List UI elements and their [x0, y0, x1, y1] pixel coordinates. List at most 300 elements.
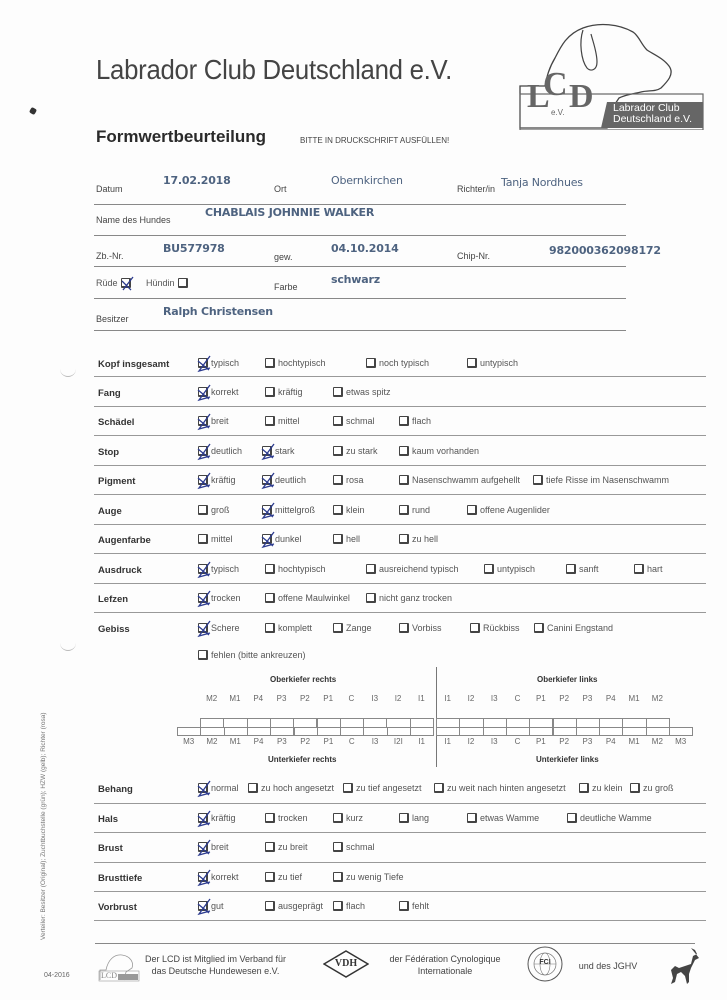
logo-c: C	[543, 66, 568, 103]
option-brusttiefe[interactable]	[198, 872, 239, 882]
punch-mark	[60, 368, 76, 377]
option-auge[interactable]	[262, 505, 315, 515]
option-label: zu hoch angesetzt	[261, 783, 335, 793]
option-label: untypisch	[497, 564, 536, 574]
checkbox[interactable]	[333, 901, 343, 911]
option-label: groß	[211, 505, 230, 515]
option-label: offene Maulwinkel	[278, 593, 350, 603]
checkbox[interactable]	[198, 534, 208, 544]
option-kopf-insgesamt[interactable]	[265, 358, 326, 368]
option-label: normal	[211, 783, 239, 793]
farbe-label: Farbe	[274, 282, 298, 292]
checkbox[interactable]	[333, 842, 343, 852]
option-stop[interactable]	[198, 446, 242, 456]
option-label: dunkel	[275, 534, 302, 544]
checkbox[interactable]	[333, 446, 343, 456]
tooth-cell-lower[interactable]	[669, 727, 693, 736]
form-version: 04-2016	[44, 972, 70, 979]
option-auge[interactable]	[333, 505, 365, 515]
checkbox[interactable]	[366, 593, 376, 603]
checkbox[interactable]	[198, 901, 208, 911]
checkmark-icon	[260, 443, 277, 461]
option-gebiss[interactable]	[265, 623, 312, 633]
punch-mark	[60, 642, 76, 651]
logo-text-line1: Labrador Club	[613, 102, 680, 114]
tooth-cell-lower[interactable]	[506, 727, 530, 736]
divider	[94, 583, 706, 584]
option-behang[interactable]	[343, 783, 422, 793]
tooth-label-upper: M1	[628, 694, 640, 703]
checkbox[interactable]	[262, 534, 272, 544]
tooth-label-upper: P2	[299, 694, 310, 703]
checkmark-icon	[196, 898, 213, 916]
name-label: Name des Hundes	[96, 215, 171, 225]
tooth-cell-lower[interactable]	[317, 727, 341, 736]
option-augenfarbe[interactable]	[333, 534, 360, 544]
tooth-label-upper: I1	[444, 694, 451, 703]
checkbox[interactable]	[198, 564, 208, 574]
option-pigment[interactable]	[533, 475, 669, 485]
checkbox[interactable]	[198, 387, 208, 397]
checkbox[interactable]	[265, 593, 275, 603]
option-auge[interactable]	[399, 505, 430, 515]
option-label: sanft	[579, 564, 599, 574]
option-label: flach	[346, 901, 366, 911]
option-gebiss[interactable]	[198, 623, 240, 633]
option-kopf-insgesamt[interactable]	[198, 358, 239, 368]
fci-text-line2: Internationale	[417, 966, 473, 976]
option-label: klein	[346, 505, 365, 515]
option-label: etwas spitz	[346, 387, 391, 397]
option-label: stark	[275, 446, 295, 456]
tooth-cell-lower[interactable]	[270, 727, 294, 736]
checkbox[interactable]	[333, 534, 343, 544]
checkbox[interactable]	[399, 475, 409, 485]
checkmark-icon	[260, 531, 277, 549]
checkbox[interactable]	[265, 416, 275, 426]
option-schädel[interactable]	[399, 416, 431, 426]
checkbox[interactable]	[567, 813, 577, 823]
option-label: rund	[412, 505, 431, 515]
option-label: kräftig	[211, 475, 236, 485]
name-field[interactable]: CHABLAIS JOHNNIE WALKER	[205, 206, 375, 219]
checkmark-icon	[260, 472, 277, 490]
tooth-cell-lower[interactable]	[459, 727, 483, 736]
checkbox[interactable]	[467, 813, 477, 823]
tooth-label-lower: P4	[253, 737, 264, 746]
option-stop[interactable]	[399, 446, 479, 456]
zbnr-field[interactable]: BU577978	[163, 242, 225, 255]
checkbox[interactable]	[198, 650, 208, 660]
checkbox[interactable]	[265, 387, 275, 397]
gew-label: gew.	[274, 252, 293, 262]
checkbox[interactable]	[262, 475, 272, 485]
checkbox[interactable]	[198, 593, 208, 603]
tooth-cell-lower[interactable]	[622, 727, 646, 736]
huendin-checkbox[interactable]	[178, 278, 188, 288]
option-hals[interactable]	[399, 813, 429, 823]
checkmark-icon	[196, 590, 213, 608]
tooth-cell-lower[interactable]	[553, 727, 577, 736]
option-label: deutlich	[275, 475, 307, 485]
ruede-option[interactable]	[96, 278, 134, 288]
checkbox[interactable]	[333, 813, 343, 823]
option-label: ausgeprägt	[278, 901, 324, 911]
option-hals[interactable]	[567, 813, 652, 823]
divider	[94, 920, 706, 921]
option-hals[interactable]	[198, 813, 236, 823]
tooth-cell-lower[interactable]	[224, 727, 248, 736]
tooth-label-lower: C	[514, 737, 521, 746]
logo-d: D	[569, 78, 594, 115]
option-augenfarbe[interactable]	[262, 534, 302, 544]
checkbox[interactable]	[467, 358, 477, 368]
option-brusttiefe[interactable]	[333, 872, 404, 882]
option-vorbrust[interactable]	[265, 901, 323, 911]
checkbox[interactable]	[333, 623, 343, 633]
checkbox[interactable]	[198, 813, 208, 823]
checkbox[interactable]	[265, 872, 275, 882]
option-ausdruck[interactable]	[198, 564, 239, 574]
tooth-label-lower: M2	[206, 737, 218, 746]
checkmark-icon	[260, 502, 277, 520]
option-label: untypisch	[480, 358, 519, 368]
option-label: typisch	[211, 358, 240, 368]
checkbox[interactable]	[533, 475, 543, 485]
option-schädel[interactable]	[333, 416, 375, 426]
jaw-midline	[436, 667, 437, 767]
tooth-cell-lower[interactable]	[483, 727, 507, 736]
tooth-cell-lower[interactable]	[247, 727, 271, 736]
tooth-label-upper: P3	[276, 694, 287, 703]
checkbox[interactable]	[343, 783, 353, 793]
option-label: kräftig	[211, 813, 236, 823]
checkbox[interactable]	[634, 564, 644, 574]
tooth-label-lower: M1	[229, 737, 241, 746]
tooth-label-lower: I2I	[393, 737, 403, 746]
checkbox[interactable]	[399, 505, 409, 515]
checkbox[interactable]	[366, 358, 376, 368]
divider	[94, 266, 626, 267]
checkmark-icon	[196, 869, 213, 887]
option-fang[interactable]	[265, 387, 303, 397]
option-label: zu tief angesetzt	[356, 783, 422, 793]
tooth-label-lower: P2	[559, 737, 570, 746]
option-label: rosa	[346, 475, 364, 485]
checkbox[interactable]	[366, 564, 376, 574]
checkbox[interactable]	[265, 358, 275, 368]
tooth-label-upper: M2	[206, 694, 218, 703]
tooth-label-upper: P1	[323, 694, 334, 703]
option-label: etwas Wamme	[480, 813, 540, 823]
divider	[94, 862, 706, 863]
option-gebiss[interactable]	[534, 623, 613, 633]
option-vorbrust[interactable]	[399, 901, 429, 911]
option-label: zu stark	[346, 446, 378, 456]
checkbox[interactable]	[470, 623, 480, 633]
option-label: fehlt	[412, 901, 430, 911]
tooth-cell-lower[interactable]	[599, 727, 623, 736]
tooth-cell-lower[interactable]	[363, 727, 387, 736]
checkbox[interactable]	[198, 623, 208, 633]
option-hals[interactable]	[265, 813, 308, 823]
tooth-cell-lower[interactable]	[387, 727, 411, 736]
divider	[94, 832, 706, 833]
option-ausdruck[interactable]	[484, 564, 535, 574]
option-kopf-insgesamt[interactable]	[467, 358, 518, 368]
chip-field[interactable]: 982000362098172	[549, 244, 661, 257]
divider	[94, 376, 706, 377]
option-schädel[interactable]	[265, 416, 300, 426]
option-stop[interactable]	[333, 446, 378, 456]
ruede-checkbox[interactable]	[121, 278, 131, 288]
option-fang[interactable]	[333, 387, 391, 397]
tooth-label-upper: P4	[605, 694, 616, 703]
option-label: schmal	[346, 842, 375, 852]
option-gebiss[interactable]	[399, 623, 442, 633]
option-brust[interactable]	[265, 842, 308, 852]
besitzer-field[interactable]: Ralph Christensen	[163, 305, 273, 318]
fci-logo	[527, 946, 563, 982]
option-behang[interactable]	[434, 783, 566, 793]
mini-logo-text: LCD	[101, 971, 117, 980]
option-ausdruck[interactable]	[366, 564, 459, 574]
checkbox[interactable]	[434, 783, 444, 793]
option-label: flach	[412, 416, 432, 426]
option-auge[interactable]	[467, 505, 550, 515]
divider	[94, 494, 706, 495]
upper-right-title: Oberkiefer rechts	[270, 675, 337, 684]
criterion-label: Behang	[98, 784, 133, 795]
tooth-cell-lower[interactable]	[410, 727, 434, 736]
jghv-text: und des JGHV	[578, 961, 638, 971]
checkbox[interactable]	[484, 564, 494, 574]
option-hals[interactable]	[333, 813, 363, 823]
tooth-label-upper: C	[348, 694, 355, 703]
tooth-label-lower: P3	[276, 737, 287, 746]
option-hals[interactable]	[467, 813, 539, 823]
divider	[94, 524, 706, 525]
criterion-label: Vorbrust	[98, 902, 137, 913]
checkbox[interactable]	[333, 387, 343, 397]
option-brusttiefe[interactable]	[265, 872, 302, 882]
checkbox[interactable]	[262, 446, 272, 456]
checkmark-icon	[196, 413, 213, 431]
checkbox[interactable]	[198, 358, 208, 368]
option-behang[interactable]	[248, 783, 334, 793]
option-label: deutliche Wamme	[580, 813, 652, 823]
option-brust[interactable]	[333, 842, 375, 852]
option-fang[interactable]	[198, 387, 239, 397]
tooth-label-lower: M3	[183, 737, 195, 746]
divider	[94, 298, 626, 299]
option-behang[interactable]	[579, 783, 623, 793]
tooth-label-lower: I1	[418, 737, 425, 746]
fci-text-line1: der Fédération Cynologique	[389, 954, 501, 964]
option-pigment[interactable]	[333, 475, 364, 485]
checkbox[interactable]	[333, 416, 343, 426]
tooth-cell-lower[interactable]	[436, 727, 460, 736]
checkbox[interactable]	[467, 505, 477, 515]
tooth-cell-lower[interactable]	[576, 727, 600, 736]
tooth-label-upper: M2	[651, 694, 663, 703]
tooth-label-upper: P2	[559, 694, 570, 703]
checkbox[interactable]	[248, 783, 258, 793]
option-ausdruck[interactable]	[265, 564, 326, 574]
option-schädel[interactable]	[198, 416, 229, 426]
divider	[94, 235, 626, 236]
option-label: mittelgroß	[275, 505, 316, 515]
checkbox[interactable]	[198, 446, 208, 456]
vdh-logo-text: VDH	[334, 958, 358, 969]
checkbox[interactable]	[198, 416, 208, 426]
checkbox[interactable]	[198, 842, 208, 852]
scan-speck	[29, 107, 37, 115]
checkmark-icon	[196, 355, 213, 373]
tooth-label-upper: P4	[253, 694, 264, 703]
option-lefzen[interactable]	[198, 593, 241, 603]
tooth-label-lower: P1	[535, 737, 546, 746]
option-label: noch typisch	[379, 358, 430, 368]
option-augenfarbe[interactable]	[399, 534, 438, 544]
option-label: fehlen (bitte ankreuzen)	[211, 650, 306, 660]
option-label: Canini Engstand	[547, 623, 614, 633]
option-pigment[interactable]	[198, 475, 236, 485]
checkbox[interactable]	[265, 901, 275, 911]
criterion-label: Ausdruck	[98, 565, 142, 576]
form-title: Formwertbeurteilung	[96, 127, 267, 146]
option-behang[interactable]	[630, 783, 674, 793]
checkbox[interactable]	[198, 505, 208, 515]
option-behang[interactable]	[198, 783, 239, 793]
farbe-field[interactable]: schwarz	[331, 273, 380, 286]
option-label: breit	[211, 416, 229, 426]
checkbox[interactable]	[262, 505, 272, 515]
option-label: Nasenschwamm aufgehellt	[412, 475, 521, 485]
checkbox[interactable]	[399, 446, 409, 456]
option-label: deutlich	[211, 446, 243, 456]
tooth-cell-lower[interactable]	[646, 727, 670, 736]
tooth-label-lower: M2	[651, 737, 663, 746]
checkbox[interactable]	[265, 623, 275, 633]
checkbox[interactable]	[198, 872, 208, 882]
tooth-label-lower: P2	[300, 737, 311, 746]
criterion-label: Brusttiefe	[98, 873, 143, 884]
checkbox[interactable]	[198, 475, 208, 485]
besitzer-label: Besitzer	[96, 314, 129, 324]
option-label: kaum vorhanden	[412, 446, 480, 456]
option-brust[interactable]	[198, 842, 229, 852]
checkbox[interactable]	[399, 813, 409, 823]
option-lefzen[interactable]	[265, 593, 350, 603]
datum-field[interactable]: 17.02.2018	[163, 174, 231, 187]
checkmark-icon	[196, 810, 213, 828]
option-vorbrust[interactable]	[198, 901, 224, 911]
chip-label: Chip-Nr.	[457, 251, 491, 261]
logo-ev: e.V.	[551, 108, 565, 117]
option-pigment[interactable]	[399, 475, 520, 485]
checkbox[interactable]	[399, 416, 409, 426]
checkbox[interactable]	[333, 505, 343, 515]
option-gebiss-fehlen[interactable]	[198, 650, 306, 660]
option-label: trocken	[211, 593, 241, 603]
ruede-label: Rüde	[96, 278, 118, 288]
option-pigment[interactable]	[262, 475, 306, 485]
checkbox[interactable]	[399, 623, 409, 633]
checkbox[interactable]	[265, 564, 275, 574]
tooth-cell-lower[interactable]	[340, 727, 364, 736]
checkmark-icon	[119, 275, 136, 293]
org-title: Labrador Club Deutschland e.V.	[96, 54, 452, 85]
vdh-text-line2: das Deutsche Hundewesen e.V.	[151, 966, 280, 976]
zbnr-label: Zb.-Nr.	[96, 251, 124, 261]
option-ausdruck[interactable]	[566, 564, 599, 574]
option-vorbrust[interactable]	[333, 901, 365, 911]
option-label: Schere	[211, 623, 240, 633]
checkbox[interactable]	[399, 901, 409, 911]
option-label: breit	[211, 842, 229, 852]
checkmark-icon	[196, 384, 213, 402]
option-lefzen[interactable]	[366, 593, 452, 603]
option-label: lang	[412, 813, 430, 823]
option-augenfarbe[interactable]	[198, 534, 233, 544]
criterion-label: Augenfarbe	[98, 535, 151, 546]
vdh-text-line1: Der LCD ist Mitglied im Verband für	[144, 954, 287, 964]
criterion-label: Pigment	[98, 476, 136, 487]
huendin-option[interactable]	[146, 278, 191, 288]
checkbox[interactable]	[579, 783, 589, 793]
option-gebiss[interactable]	[470, 623, 520, 633]
tooth-cell-lower[interactable]	[177, 727, 201, 736]
tooth-label-upper: I3	[371, 694, 379, 703]
tooth-label-upper: I3	[490, 694, 498, 703]
tooth-label-upper: I2	[467, 694, 475, 703]
checkbox[interactable]	[198, 783, 208, 793]
option-label: zu breit	[278, 842, 308, 852]
checkbox[interactable]	[265, 813, 275, 823]
tooth-label-upper: P1	[535, 694, 546, 703]
tooth-cell-lower[interactable]	[529, 727, 553, 736]
option-kopf-insgesamt[interactable]	[366, 358, 429, 368]
option-ausdruck[interactable]	[634, 564, 663, 574]
option-auge[interactable]	[198, 505, 230, 515]
option-label: gut	[211, 901, 224, 911]
checkbox[interactable]	[399, 534, 409, 544]
divider	[94, 553, 706, 554]
vdh-membership-text	[143, 953, 288, 977]
option-label: kurz	[346, 813, 364, 823]
ort-field[interactable]: Obernkirchen	[331, 174, 403, 187]
option-label: zu klein	[592, 783, 623, 793]
checkbox[interactable]	[265, 842, 275, 852]
option-gebiss[interactable]	[333, 623, 372, 633]
richter-label: Richter/in	[457, 184, 496, 194]
tooth-cell-lower[interactable]	[200, 727, 224, 736]
divider	[94, 612, 706, 613]
option-stop[interactable]	[262, 446, 295, 456]
checkbox[interactable]	[566, 564, 576, 574]
richter-field[interactable]: Tanja Nordhues	[501, 176, 583, 189]
criterion-label: Hals	[98, 814, 119, 825]
option-label: zu tief	[278, 872, 303, 882]
checkbox[interactable]	[333, 872, 343, 882]
checkbox[interactable]	[333, 475, 343, 485]
checkbox[interactable]	[630, 783, 640, 793]
tooth-label-upper: M1	[229, 694, 241, 703]
gew-field[interactable]: 04.10.2014	[331, 242, 399, 255]
checkbox[interactable]	[534, 623, 544, 633]
tooth-cell-lower[interactable]	[294, 727, 318, 736]
